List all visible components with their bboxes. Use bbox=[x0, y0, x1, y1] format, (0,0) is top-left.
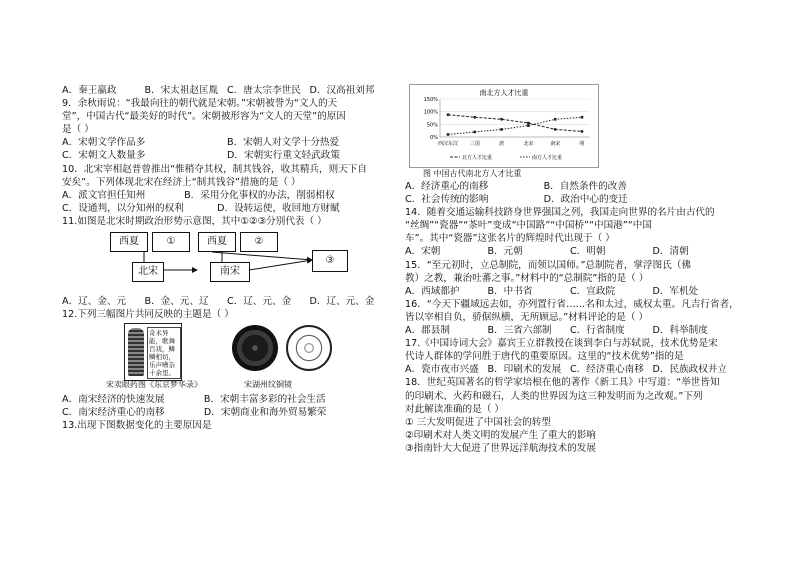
q13-option-b[interactable]: B．自然条件的改善 bbox=[543, 181, 627, 192]
series-line-1 bbox=[448, 115, 582, 132]
q16-options bbox=[405, 324, 735, 337]
series-line-2 bbox=[448, 117, 582, 134]
q9-option-c[interactable]: C．宋朝文人数量多 bbox=[62, 150, 146, 162]
data-point bbox=[447, 133, 450, 136]
y-tick-label: 100% bbox=[423, 109, 438, 116]
q15-stem-2: 教）之教，兼治吐蕃之事。”材料中的“总制院”指的是（ ） bbox=[405, 272, 649, 284]
caption-eye-medicine: 宋卖眼药图《东京梦华录》 bbox=[106, 380, 202, 390]
q11-stem: 11.如图是北宋时期政治形势示意图，其中①②③分别代表（ ） bbox=[62, 215, 327, 227]
y-tick-label: 150% bbox=[423, 97, 438, 103]
legend-label: 北方人才比重 bbox=[462, 155, 493, 161]
q10-options-cd bbox=[62, 202, 392, 215]
chart-svg bbox=[410, 85, 598, 167]
legend-label: 南方人才比重 bbox=[532, 155, 563, 161]
q12-options-ab bbox=[62, 393, 392, 406]
poster-text: 奇术异能，歌舞百戏，鳞鳞相切，乐声嘈杂十余里。 bbox=[147, 327, 181, 379]
chart-caption: 图 中国古代南北方人才比重 bbox=[423, 169, 522, 178]
data-point bbox=[500, 118, 503, 121]
box-beisong: 北宋 bbox=[132, 262, 164, 282]
q18-item-1: ① 三大发明促进了中国社会的转型 bbox=[405, 416, 551, 428]
q14-options bbox=[405, 245, 735, 258]
data-point bbox=[527, 124, 530, 127]
q13-option-a[interactable]: A．经济重心的南移 bbox=[405, 181, 489, 192]
q10-stem-1: 10．北宋宰相赵普曾推出“惟稍夺其权，制其钱谷，收其精兵，则天下自 bbox=[62, 163, 367, 175]
box-circle-2: ② bbox=[240, 232, 278, 252]
q17-stem-1: 17.《中国诗词大会》嘉宾王立群教授在谈到李白与苏轼说，技术优势是宋 bbox=[405, 338, 718, 350]
box-nansong: 南宋 bbox=[210, 262, 250, 282]
q14-stem-2: “丝绸”“瓷器”“茶叶”变成“中国路”“中国桥”“中国港”“中国 bbox=[405, 220, 652, 232]
q17-option-c[interactable]: C．经济重心南移 bbox=[570, 364, 644, 376]
q16-option-c[interactable]: C．行省制度 bbox=[570, 325, 625, 337]
q9-options-ab bbox=[62, 136, 392, 149]
q13-option-d[interactable]: D．政治中心的变迁 bbox=[543, 194, 628, 206]
q16-option-a[interactable]: A．郡县制 bbox=[405, 325, 450, 337]
q18-stem-3: 对此解读准确的是（ ） bbox=[405, 403, 504, 415]
q13-options-ab bbox=[405, 180, 735, 193]
q11-options bbox=[62, 295, 392, 308]
q15-options bbox=[405, 285, 735, 298]
chart-frame bbox=[409, 84, 599, 168]
data-point bbox=[447, 113, 450, 116]
q13-options-cd bbox=[405, 193, 735, 206]
q11-option-b[interactable]: B．金、元、辽 bbox=[144, 296, 209, 308]
q8-option-a[interactable]: A．秦王嬴政 bbox=[62, 85, 117, 96]
y-tick-label: 0% bbox=[430, 135, 438, 141]
data-point bbox=[581, 130, 584, 133]
q11-option-a[interactable]: A．辽、金、元 bbox=[62, 296, 127, 308]
box-circle-1: ① bbox=[152, 232, 190, 252]
q10-option-c[interactable]: C．设通判，以分知州的权利 bbox=[62, 202, 184, 214]
q9-option-b[interactable]: B．宋朝人对文学十分热爱 bbox=[227, 137, 340, 149]
q8-options bbox=[62, 84, 392, 97]
q16-option-d[interactable]: D．科举制度 bbox=[652, 325, 708, 337]
q14-option-a[interactable]: A．宋朝 bbox=[405, 246, 441, 258]
q16-stem-1: 16．“今天下疆域远去如，亦列置行省……名和太过，威权太重。凡吉行省者， bbox=[405, 298, 739, 310]
box-xixia-2: 西夏 bbox=[198, 232, 236, 252]
q15-option-b[interactable]: B．中书省 bbox=[487, 285, 533, 297]
q12-option-b[interactable]: B．宋朝丰富多彩的社会生活 bbox=[203, 394, 326, 406]
politics-diagram bbox=[62, 230, 392, 292]
q12-option-d[interactable]: D．宋朝商业和海外贸易繁荣 bbox=[203, 407, 327, 419]
q14-option-c[interactable]: C．明朝 bbox=[570, 246, 606, 258]
y-tick-label: 50% bbox=[426, 122, 438, 129]
q16-stem-2: 皆以宰相自负，骄倨纵横，无所顾忌。”材料评论的是（ ） bbox=[405, 311, 649, 323]
q18-item-3: ③指南针大大促进了世界远洋航海技术的发展 bbox=[405, 442, 596, 454]
x-tick-label: 西汉东汉 bbox=[437, 141, 459, 147]
q8-option-c[interactable]: C．唐太宗李世民 bbox=[227, 85, 301, 96]
caption-bronze-mirror: 宋湖州纹铜镜 bbox=[244, 380, 292, 390]
q10-option-d[interactable]: D．设转运使，收回地方财赋 bbox=[217, 202, 340, 214]
q18-stem-2: 的印刷术、火药和磁石，人类的世界因为这三种发明而为之改观。”下列 bbox=[405, 390, 703, 402]
q12-options-cd bbox=[62, 406, 392, 419]
q8-option-d[interactable]: D．汉高祖刘邦 bbox=[309, 85, 375, 96]
q14-stem-1: 14．随着交通运输科技跻身世界强国之列，我国走向世界的名片由古代的 bbox=[405, 207, 715, 219]
data-point bbox=[474, 131, 477, 134]
data-point bbox=[500, 128, 503, 131]
q15-stem-1: 15．“至元初时，立总制院，而领以国师。”总制院者，掌浮图氏（佛 bbox=[405, 259, 691, 271]
x-tick-label: 明 bbox=[579, 141, 585, 147]
box-xixia-1: 西夏 bbox=[110, 232, 148, 252]
q10-option-a[interactable]: A．派文官担任知州 bbox=[62, 189, 146, 201]
q18-stem-1: 18．世纪英国著名的哲学家培根在他的著作《新工具》中写道：“举世皆知 bbox=[405, 377, 720, 389]
q12-option-a[interactable]: A．南宋经济的快速发展 bbox=[62, 394, 165, 406]
q14-option-b[interactable]: B．元朝 bbox=[487, 246, 523, 258]
q13-option-c[interactable]: C．社会传统的影响 bbox=[405, 194, 489, 206]
q9-options-cd bbox=[62, 149, 392, 162]
q15-option-d[interactable]: D．军机处 bbox=[652, 285, 699, 297]
q17-option-b[interactable]: B．印刷术的发展 bbox=[487, 364, 562, 376]
data-point bbox=[554, 128, 557, 131]
x-tick-label: 南宋 bbox=[550, 141, 561, 147]
q9-option-d[interactable]: D．宋朝实行重文轻武政策 bbox=[227, 150, 340, 162]
data-point bbox=[473, 116, 476, 119]
q12-option-c[interactable]: C．南宋经济重心的南移 bbox=[62, 407, 165, 419]
q18-item-2: ②印刷术对人类文明的发展产生了重大的影响 bbox=[405, 429, 596, 441]
q9-stem-3: 是（ ） bbox=[62, 124, 94, 136]
q17-option-d[interactable]: D．民族政权并立 bbox=[652, 364, 728, 376]
data-point bbox=[527, 122, 530, 125]
x-tick-label: 唐 bbox=[499, 141, 505, 147]
bronze-mirror-photo bbox=[232, 325, 278, 371]
q11-option-d[interactable]: D．辽、元、金 bbox=[309, 296, 375, 308]
q15-option-a[interactable]: A．西域都护 bbox=[405, 285, 460, 297]
q10-option-b[interactable]: B．采用分化事权的办法，削弱相权 bbox=[184, 189, 335, 201]
q9-stem-1: 9．余秋雨说：“我最向往的朝代就是宋朝。”宋朝被誉为“文人的天 bbox=[62, 98, 338, 110]
q14-stem-3: 车”。其中“瓷器”这张名片的辉煌时代出现于（ ） bbox=[405, 233, 615, 245]
q8-option-b[interactable]: B．宋太祖赵匡胤 bbox=[144, 85, 219, 96]
vendor-figure bbox=[128, 328, 144, 376]
right-column bbox=[405, 84, 739, 455]
q12-stem: 12.下列三幅图片共同反映的主题是（ ） bbox=[62, 309, 234, 321]
q14-option-d[interactable]: D．清朝 bbox=[652, 246, 689, 258]
q17-options bbox=[405, 363, 735, 376]
x-tick-label: 三国 bbox=[469, 141, 480, 147]
bronze-mirror-rubbing bbox=[286, 325, 332, 371]
data-point bbox=[581, 116, 584, 119]
q9-option-a[interactable]: A．宋朝文学作品多 bbox=[62, 137, 146, 149]
left-column bbox=[62, 84, 392, 433]
q15-option-c[interactable]: C．宣政院 bbox=[570, 285, 616, 297]
q10-stem-2: 安矣”。下列体现北宋在经济上“制其钱谷”措施的是（ ） bbox=[62, 176, 301, 188]
q17-option-a[interactable]: A．瓷市夜市兴盛 bbox=[405, 364, 479, 376]
eye-medicine-picture bbox=[124, 323, 182, 381]
talent-chart bbox=[405, 84, 735, 178]
q17-stem-2: 代诗人群体的学问胜于唐代的重要原因。这里的“技术优势”指的是 bbox=[405, 351, 684, 363]
x-tick-label: 北宋 bbox=[523, 141, 534, 147]
box-circle-3: ③ bbox=[312, 250, 348, 272]
q11-option-c[interactable]: C．辽、元、金 bbox=[227, 296, 292, 308]
data-point bbox=[554, 118, 557, 121]
chart-title: 南北方人才比重 bbox=[479, 89, 529, 97]
q16-option-b[interactable]: B．三省六部制 bbox=[487, 325, 552, 337]
q9-stem-2: 堂”，中国古代“最美好的时代”。宋朝被形容为“文人的天堂”的原因 bbox=[62, 111, 346, 123]
q10-options-ab bbox=[62, 189, 392, 202]
q12-pictures bbox=[62, 323, 392, 391]
q13-stem: 13.出现下图数据变化的主要原因是 bbox=[62, 420, 212, 432]
